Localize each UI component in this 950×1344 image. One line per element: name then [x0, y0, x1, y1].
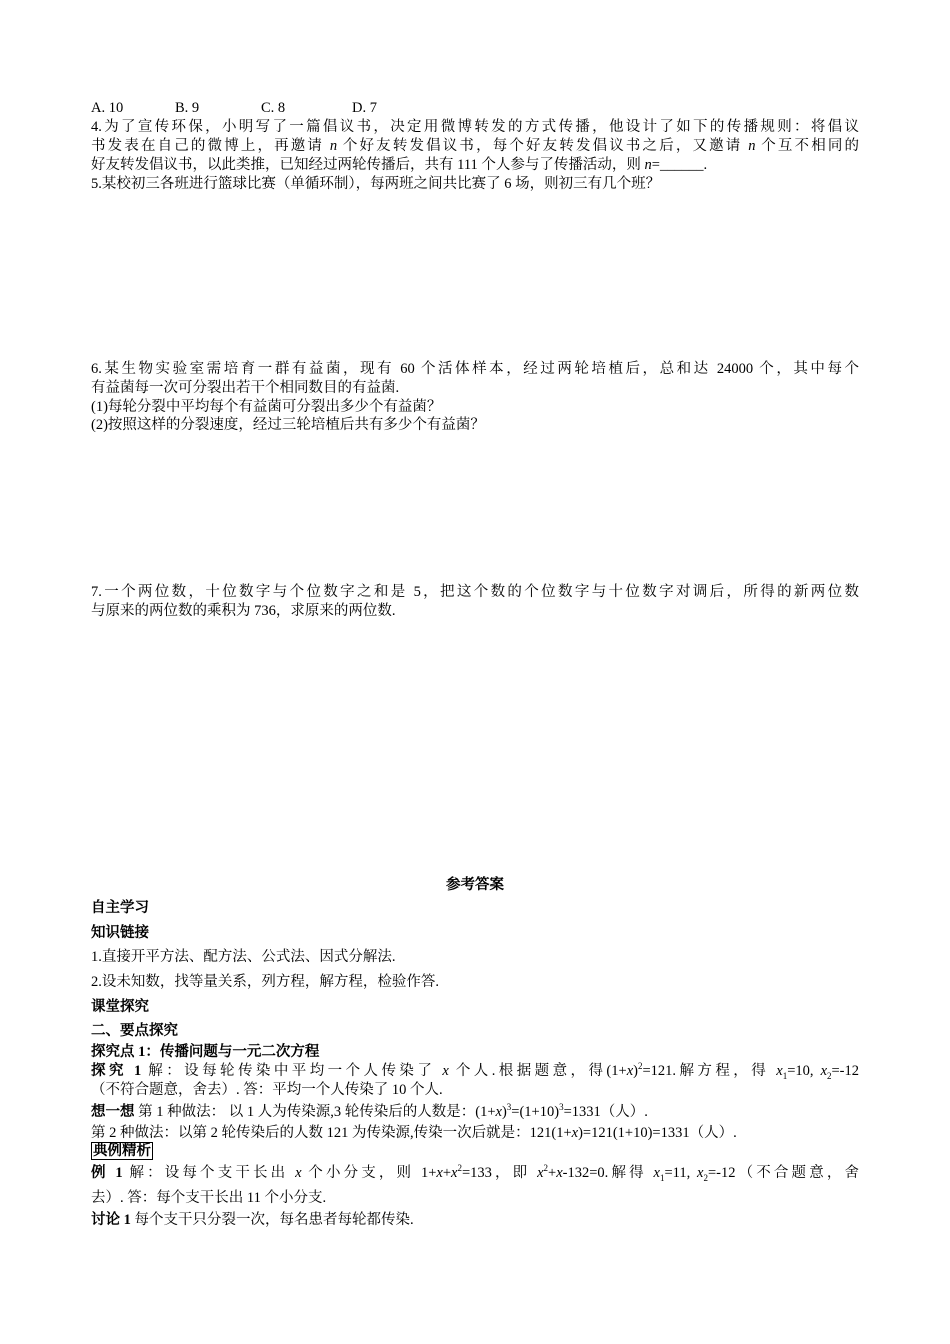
think-line2: 第 2 种做法：以第 2 轮传染后的人数 121 为传染源,传染一次后就是：121(1+x)=121(1+10)=1331（人）. — [91, 1125, 737, 1141]
key-points-heading: 二、要点探究 — [91, 1023, 178, 1039]
option-d: D. 7 — [352, 100, 377, 116]
option-c: C. 8 — [261, 100, 286, 116]
q4-line1: 4.为了宣传环保，小明写了一篇倡议书，决定用微博转发的方式传播，他设计了如下的传播规则：将倡议 — [91, 119, 859, 135]
q7-line1: 7.一个两位数，十位数字与个位数字之和是 5，把这个数的个位数字与十位数字对调后，所得的新两位数 — [91, 584, 859, 600]
q5-text: 5.某校初三各班进行篮球比赛（单循环制），每两班之间共比赛了 6 场，则初三有几个班？ — [91, 176, 661, 192]
knowledge-link-heading: 知识链接 — [91, 925, 149, 941]
self-study-heading: 自主学习 — [91, 900, 149, 916]
explore1-line2: （不符合题意，舍去）. 答：平均一个人传染了 10 个人. — [91, 1082, 443, 1098]
q6-part2: (2)按照这样的分裂速度，经过三轮培植后共有多少个有益菌？ — [91, 417, 485, 433]
example1-line1: 例 1 解：设每个支干长出 x 个小分支，则 $1+x+x^2=133$，即 $x^2+x-132=0$.解得 $x_1=11$, $x_2=-12$（不合题意，舍 — [91, 1163, 860, 1183]
options-row — [91, 99, 377, 117]
answers-title: 参考答案 — [446, 877, 504, 893]
think-line1: 想一想 第 1 种做法： 以 1 人为传染源,3 轮传染后的人数是：$(1+x)^3=(1+10)^3=1331$（人）. — [91, 1102, 648, 1120]
option-a: A. 10 — [91, 100, 124, 116]
q4-line3: 好友转发倡议书，以此类推，已知经过两轮传播后，共有 111 个人参与了传播活动，则 n=______. — [91, 157, 708, 173]
example1-line2: 去）. 答：每个支干长出 11 个小分支. — [91, 1190, 327, 1206]
q4-line2: 书发表在自己的微博上，再邀请 n 个好友转发倡议书，每个好友转发倡议书之后，又邀请 n 个互不相同的 — [91, 138, 860, 154]
knowledge-item-1: 1.直接开平方法、配方法、公式法、因式分解法. — [91, 949, 396, 965]
q7-line2: 与原来的两位数的乘积为 736，求原来的两位数. — [91, 603, 396, 619]
explore1-line1: 探究 1 解：设每轮传染中平均一个人传染了 x 个人.根据题意，得$(1+x)^2=121$.解方程，得 $x_1=10$, $x_2=-12$ — [91, 1061, 860, 1081]
discuss1-line: 讨论 1 每个支干只分裂一次，每名患者每轮都传染. — [91, 1212, 414, 1228]
class-explore-heading: 课堂探究 — [91, 999, 149, 1015]
option-b: B. 9 — [175, 100, 200, 116]
typical-examples-heading: 典例精析 — [93, 1143, 151, 1159]
q6-part1: (1)每轮分裂中平均每个有益菌可分裂出多少个有益菌？ — [91, 399, 442, 415]
point1-heading: 探究点 1：传播问题与一元二次方程 — [91, 1044, 320, 1060]
q6-line1: 6.某生物实验室需培育一群有益菌，现有 60 个活体样本，经过两轮培植后，总和达 24000 个，其中每个 — [91, 361, 859, 377]
knowledge-item-2: 2.设未知数，找等量关系，列方程，解方程，检验作答. — [91, 974, 439, 990]
q6-line2: 有益菌每一次可分裂出若干个相同数目的有益菌. — [91, 380, 400, 396]
